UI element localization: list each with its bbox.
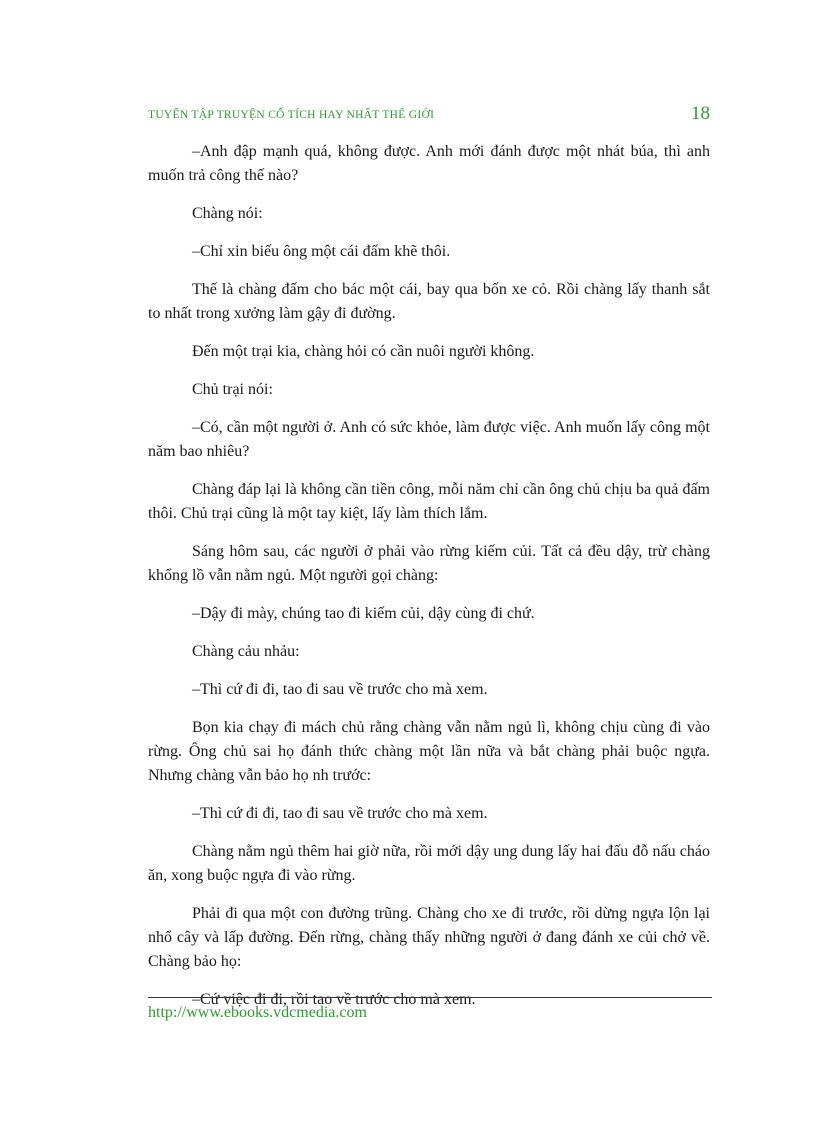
paragraph: –Thì cứ đi đi, tao đi sau về trước cho mà xem. <box>192 681 488 698</box>
paragraph: Đến một trại kia, chàng hỏi có cần nuôi người không. <box>192 343 535 360</box>
paragraph: –Có, cần một người ở. Anh có sức khỏe, làm được việc. Anh muốn lấy công một năm bao nhiêu? <box>148 419 710 460</box>
paragraph: Sáng hôm sau, các người ở phải vào rừng kiếm củi. Tất cả đều dậy, trừ chàng khổng lồ vẫn nằm ngủ. Một người gọi chàng: <box>148 543 710 584</box>
paragraph: Chủ trại nói: <box>192 381 273 398</box>
paragraph: Chàng cảu nhảu: <box>192 643 300 660</box>
paragraph: Chàng nói: <box>192 205 263 222</box>
page-number: 18 <box>691 103 710 124</box>
paragraph: Phải đi qua một con đường trũng. Chàng cho xe đi trước, rồi dừng ngựa lộn lại nhổ cây và lấp đường. Đến rừng, chàng thấy những người ở đang đánh xe củi chở về. Chàng bảo họ: <box>148 905 710 970</box>
footer-website-link[interactable]: http://www.ebooks.vdcmedia.com <box>148 1004 367 1021</box>
paragraph: –Thì cứ đi đi, tao đi sau về trước cho mà xem. <box>192 805 488 822</box>
book-title: TUYỂN TẬP TRUYỆN CỔ TÍCH HAY NHẤT THẾ GIỚI <box>148 109 435 121</box>
footer-divider <box>148 997 712 998</box>
page-header <box>148 103 710 127</box>
paragraph: Thế là chàng đấm cho bác một cái, bay qua bốn xe cỏ. Rồi chàng lấy thanh sắt to nhất trong xưởng làm gậy đi đường. <box>148 281 710 322</box>
paragraph: Chàng đáp lại là không cần tiền công, mỗi năm chỉ cần ông chủ chịu ba quả đấm thôi. Chủ trại cũng là một tay kiệt, lấy làm thích lắm. <box>148 481 710 522</box>
paragraph: –Anh đập mạnh quá, không được. Anh mới đánh được một nhát búa, thì anh muốn trả công thế nào? <box>148 143 710 184</box>
paragraph: –Cứ việc đi đi, rồi tao về trước cho mà xem. <box>192 991 476 1008</box>
paragraph: Chàng nằm ngủ thêm hai giờ nữa, rồi mới dậy ung dung lấy hai đấu đỗ nấu cháo ăn, xong buộc ngựa đi vào rừng. <box>148 843 710 884</box>
paragraph: Bọn kia chạy đi mách chủ rằng chàng vẫn nằm ngủ lì, không chịu cùng đi vào rừng. Ông chủ sai họ đánh thức chàng một lần nữa và bắt chàng phải buộc ngựa. Nhưng chàng vẫn bảo họ nh trước: <box>148 719 710 784</box>
paragraph: –Dậy đi mày, chúng tao đi kiếm củi, dậy cùng đi chứ. <box>192 605 535 622</box>
story-body <box>148 140 710 1026</box>
paragraph: –Chỉ xin biếu ông một cái đấm khẽ thôi. <box>192 243 451 260</box>
